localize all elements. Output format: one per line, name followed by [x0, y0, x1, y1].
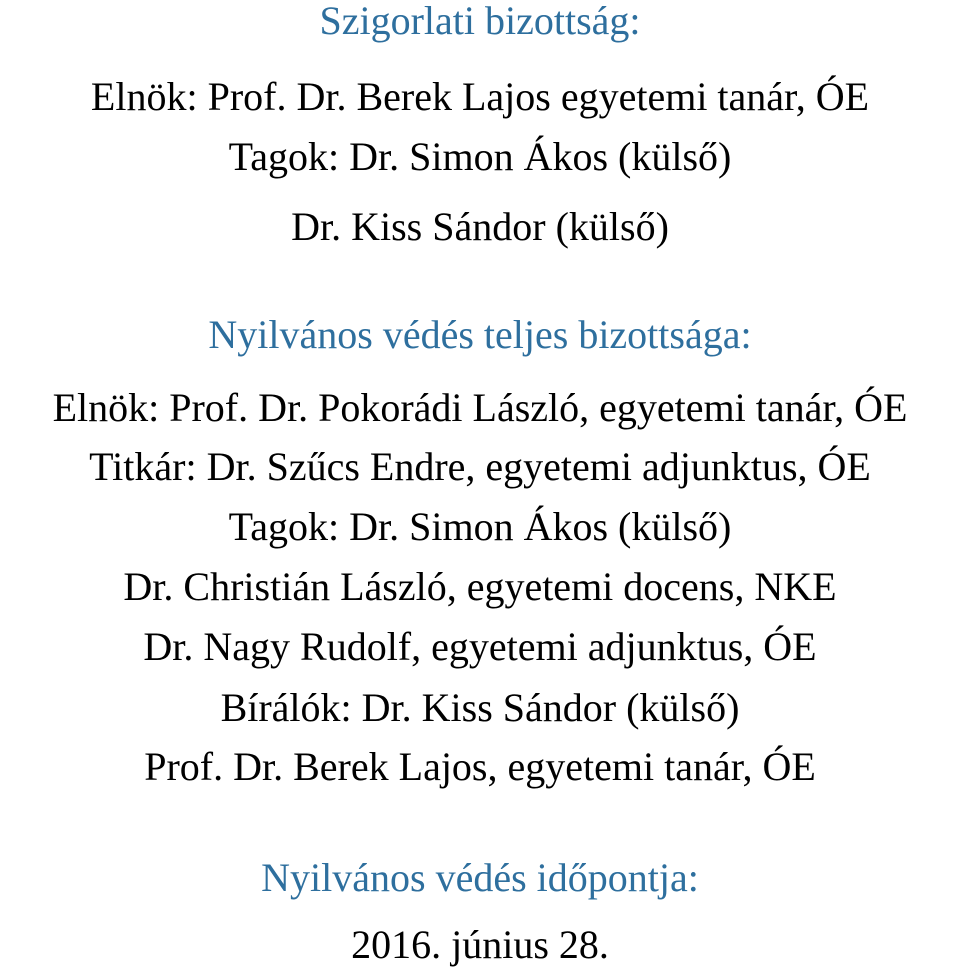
- public-defense-members: Tagok: Dr. Simon Ákos (külső): [228, 504, 732, 549]
- public-defense-chair: Elnök: Prof. Dr. Pokorádi László, egyetemi tanár, ÓE: [52, 385, 908, 430]
- public-defense-secretary: Titkár: Dr. Szűcs Endre, egyetemi adjunktus, ÓE: [89, 444, 871, 489]
- exam-committee-heading: Szigorlati bizottság:: [319, 0, 641, 43]
- public-defense-reviewers: Bírálók: Dr. Kiss Sándor (külső): [220, 685, 740, 730]
- public-defense-reviewer-2: Prof. Dr. Berek Lajos, egyetemi tanár, ÓE: [144, 744, 816, 789]
- exam-committee-chair: Elnök: Prof. Dr. Berek Lajos egyetemi tanár, ÓE: [90, 74, 870, 119]
- public-defense-member-3: Dr. Nagy Rudolf, egyetemi adjunktus, ÓE: [143, 624, 817, 669]
- public-defense-committee-heading: Nyilvános védés teljes bizottsága:: [208, 312, 752, 357]
- defense-date-heading: Nyilvános védés időpontja:: [261, 855, 699, 900]
- public-defense-member-2: Dr. Christián László, egyetemi docens, NKE: [123, 564, 837, 609]
- defense-date-value: 2016. június 28.: [351, 922, 609, 967]
- exam-committee-member-2: Dr. Kiss Sándor (külső): [291, 204, 669, 249]
- exam-committee-members: Tagok: Dr. Simon Ákos (külső): [228, 134, 732, 179]
